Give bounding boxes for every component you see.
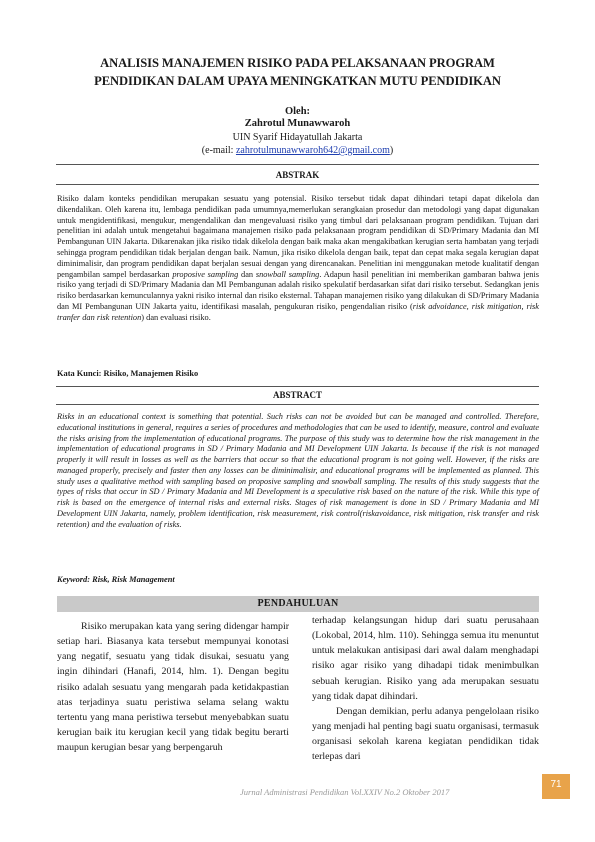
section-heading: PENDAHULUAN [257, 598, 339, 609]
abstrak-text-b: proposive sampling [172, 269, 239, 279]
body-right-column [312, 613, 539, 765]
body-left-column [57, 619, 289, 755]
abstrak-text-e: . Adapun hasil penelitian ini memberikan gambaran bahwa jenis risiko yang terjadi di SD/Primary Madania dan MI Pembangunan adalah risiko spekulatif berdasarkan sifat dari risiko tersebut. Sedangkan jenis risiko berdasarkan kemunculannya yakni risiko internal dan risiko eksternal. Tahapan manajemen risiko yang dilakukan di SD/Primary Madania dan MI Pembangunan UIN Jakarta yaitu, identifikasi masalah, pengukuran risiko, pengendalian risiko ( [57, 269, 540, 311]
abstrak-text-c: dan [238, 269, 256, 279]
email-prefix: (e-mail: [201, 145, 236, 156]
paper-title-line-2: PENDIDIKAN DALAM UPAYA MENINGKATKAN MUTU PENDIDIKAN [94, 74, 501, 88]
email-suffix: ) [389, 145, 394, 156]
abstrak-heading: ABSTRAK [275, 170, 320, 180]
author-affiliation: UIN Syarif Hidayatullah Jakarta [232, 132, 363, 143]
byline-oleh: Oleh: [284, 106, 311, 117]
body-paragraph: Risiko merupakan kata yang sering didengar hampir setiap hari. Biasanya kata tersebut mempunyai konotasi yang negatif, sesuatu yang tidak disukai, sesuatu yang ingin dihindari (Hanafi, 2014, hlm. 1). Dengan begitu risiko adalah sesuatu yang mengarah pada ketidakpastian atas terjadinya suatu peristiwa selama selang waktu tertentu yang mana peristiwa tersebut menyebabkan suatu kerugian baik itu kerugian kecil yang tidak begitu berarti maupun kerugian besar yang berpengaruh [57, 621, 289, 754]
section-heading-band [57, 596, 539, 612]
author-email-link[interactable]: zahrotulmunawwaroh642@gmail.com [235, 145, 390, 156]
abstrak-text-f: risk advoidance, risk mitigation, risk tranfer dan risk retention [57, 301, 539, 322]
paper-title-line-1: ANALISIS MANAJEMEN RISIKO PADA PELAKSANAAN PROGRAM [100, 56, 495, 70]
author-email-line [0, 145, 595, 157]
body-paragraph: Dengan demikian, perlu adanya pengelolaan risiko yang menjadi hal penting bagi suatu organisasi, termasuk organisasi sekolah karena kegiatan pendidikan tidak terlepas dari [312, 705, 539, 763]
abstrak-text-g: ) dan evaluasi risiko. [141, 312, 211, 322]
abstrak-text-a: Risiko dalam konteks pendidikan merupakan sesuatu yang potensial. Risiko tersebut tidak dapat dihindari tetapi dapat dikelola dan dikendalikan. Oleh karena itu, lembaga pendidikan pada umumnya,memerlukan serangkaian prosedur dan metodologi yang dapat digunakan untuk mengidentifikasi, mengukur, mengendalikan dan mengevaluasi risiko yang timbul dari pelaksanaan program pendidikan. Tujuan dari penelitian ini adalah untuk mengetahui bagaimana manajemen risiko pada pelaksanaan program pendidikan di SD/Primary Madania dan MI Pembangunan UIN Jakarta. Dikarenakan jika risiko tidak dikelola dengan baik maka akan mengakibatkan kerugian serta hambatan yang terjadi sehingga program pendidikan tidak berjalan dengan baik. Namun, jika risiko dikelola dengan baik, tepat dan cepat maka segala kerugian dapat diminimalisir, dan program pendidikan dapat berjalan sesuai dengan yang direncanakan. Penelitian ini menggunakan metode kualitatif dengan pengambilan sampel berdasarkan [57, 194, 539, 279]
abstract-text: Risks in an educational context is something that potential. Such risks can not be avoided but can be managed and controlled. Therefore, educational institutions in general, requires a series of procedures and methodologies that can be used to identify, measure, control and evaluate the risks arising from the implementation of educational programs. The purpose of this study was to determine how the risk management in the implementation of educational programs in SD / Primary Madania and MI Development UIN Jakarta. Is because if the risk is not managed properly it will result in losses as well as the barriers that occur so that the educational program is not going well. However, if the risks are managed properly, precisely and faster then any losses can be diminimalisir, and educational programs will be implemented as planned. This study uses a qualitative method with sampling based on proposive sampling and snowball sampling. The results of this study suggests that the types of risks that occur in SD / Primary Madania and MI Development is a speculative risk based on the nature of the risk. While this type of risk is based on the emergence of internal risks and external risks. Stages of risk management is done in SD / Primary Madania and MI Development UIN Jakarta, namely, problem identification, risk measurement, risk control(riskavoidance, risk mitigation, risk transfer and risk retention) and the evaluation of risks. [57, 412, 539, 529]
abstract-bottom-rule [56, 404, 539, 405]
abstrak-text [57, 194, 539, 324]
paper-title [40, 54, 555, 90]
abstrak-bottom-rule [56, 184, 539, 185]
abstract-keywords: Keyword: Risk, Risk Management [57, 575, 175, 584]
abstrak-text-d: snowball sampling [255, 269, 320, 279]
abstrak-top-rule [56, 164, 539, 165]
journal-footer: Jurnal Administrasi Pendidikan Vol.XXIV No.2 Oktober 2017 [240, 787, 450, 797]
abstract-top-rule [56, 386, 539, 387]
abstract-heading: ABSTRACT [272, 390, 322, 400]
page-number-badge: 71 [542, 774, 570, 799]
abstrak-keywords: Kata Kunci: Risiko, Manajemen Risiko [57, 369, 199, 378]
body-paragraph: terhadap kelangsungan hidup dari suatu perusahaan (Lokobal, 2014, hlm. 110). Sehingga semua itu menuntut untuk melakukan antisipasi dari awal dalam menghadapi risiko agar risiko yang dihadapi tidak menimbulkan sebuah kerugian. Risiko yang ada merupakan sesuatu yang tidak dapat dihindari. [312, 615, 539, 702]
author-name: Zahrotul Munawwaroh [244, 118, 351, 129]
